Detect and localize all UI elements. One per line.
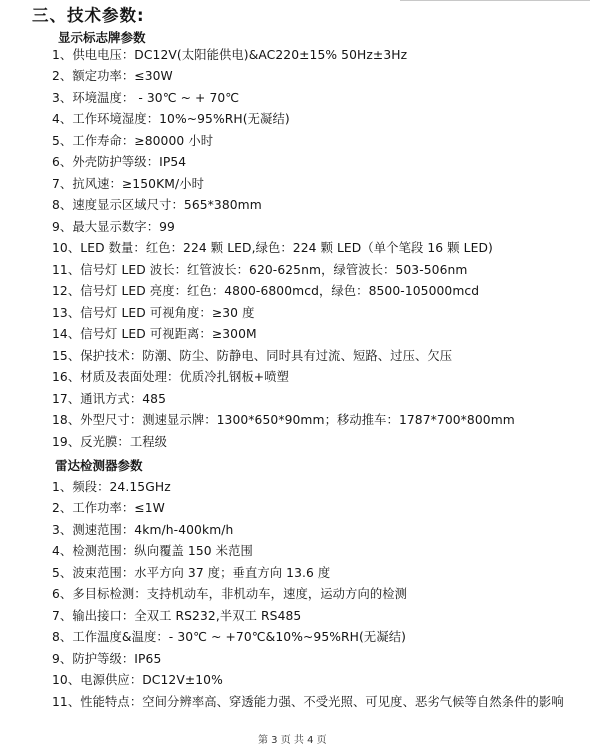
spec-item: 9、最大显示数字：99 [52, 220, 175, 234]
spec-item: 2、工作功率：≤1W [52, 501, 165, 515]
spec-item: 4、检测范围：纵向覆盖 150 米范围 [52, 544, 253, 558]
spec-item: 10、电源供应：DC12V±10% [52, 673, 223, 687]
spec-item: 19、反光膜：工程级 [52, 435, 168, 449]
spec-item: 13、信号灯 LED 可视角度：≥30 度 [52, 306, 255, 320]
spec-item: 17、通讯方式：485 [52, 392, 166, 406]
spec-item: 7、输出接口：全双工 RS232,半双工 RS485 [52, 609, 302, 623]
spec-item: 12、信号灯 LED 亮度：红色：4800-6800mcd，绿色：8500-105000mcd [52, 284, 480, 298]
spec-item: 15、保护技术：防潮、防尘、防静电、同时具有过流、短路、过压、欠压 [52, 349, 453, 363]
spec-item: 5、波束范围：水平方向 37 度；垂直方向 13.6 度 [52, 566, 331, 580]
section-title-radar-detector: 雷达检测器参数 [55, 458, 143, 473]
spec-item: 5、工作寿命：≥80000 小时 [52, 134, 214, 148]
spec-item: 3、测速范围：4km/h-400km/h [52, 523, 234, 537]
section-title-display-sign: 显示标志牌参数 [58, 30, 146, 45]
spec-item: 7、抗风速：≥150KM/小时 [52, 177, 204, 191]
spec-item: 14、信号灯 LED 可视距离：≥300M [52, 327, 257, 341]
spec-item: 11、信号灯 LED 波长：红管波长：620-625nm，绿管波长：503-506nm [52, 263, 468, 277]
spec-item: 10、LED 数量：红色：224 颗 LED,绿色：224 颗 LED（单个笔段 16 颗 LED) [52, 241, 493, 255]
spec-item: 4、工作环境湿度：10%~95%RH(无凝结) [52, 112, 290, 126]
spec-item: 6、多目标检测：支持机动车，非机动车，速度，运动方向的检测 [52, 587, 408, 601]
spec-item: 11、性能特点：空间分辨率高、穿透能力强、不受光照、可见度、恶劣气候等自然条件的影响 [52, 695, 564, 709]
spec-item: 8、工作温度&温度：- 30℃ ~ +70℃&10%~95%RH(无凝结) [52, 630, 407, 644]
spec-item: 1、供电电压：DC12V(太阳能供电)&AC220±15% 50Hz±3Hz [52, 48, 408, 62]
spec-item: 16、材质及表面处理：优质冷扎钢板+喷塑 [52, 370, 289, 384]
spec-item: 9、防护等级：IP65 [52, 652, 162, 666]
spec-item: 18、外型尺寸：测速显示牌：1300*650*90mm；移动推车：1787*700*800mm [52, 413, 515, 427]
spec-item: 3、环境温度： - 30℃ ~ + 70℃ [52, 91, 240, 105]
spec-item: 1、频段：24.15GHz [52, 480, 171, 494]
spec-item: 8、速度显示区域尺寸：565*380mm [52, 198, 262, 212]
spec-item: 2、额定功率：≤30W [52, 69, 173, 83]
top-divider [400, 0, 590, 1]
spec-item: 6、外壳防护等级：IP54 [52, 155, 187, 169]
chapter-title: 三、技术参数: [32, 6, 145, 25]
page-footer: 第 3 页 共 4 页 [258, 735, 327, 746]
